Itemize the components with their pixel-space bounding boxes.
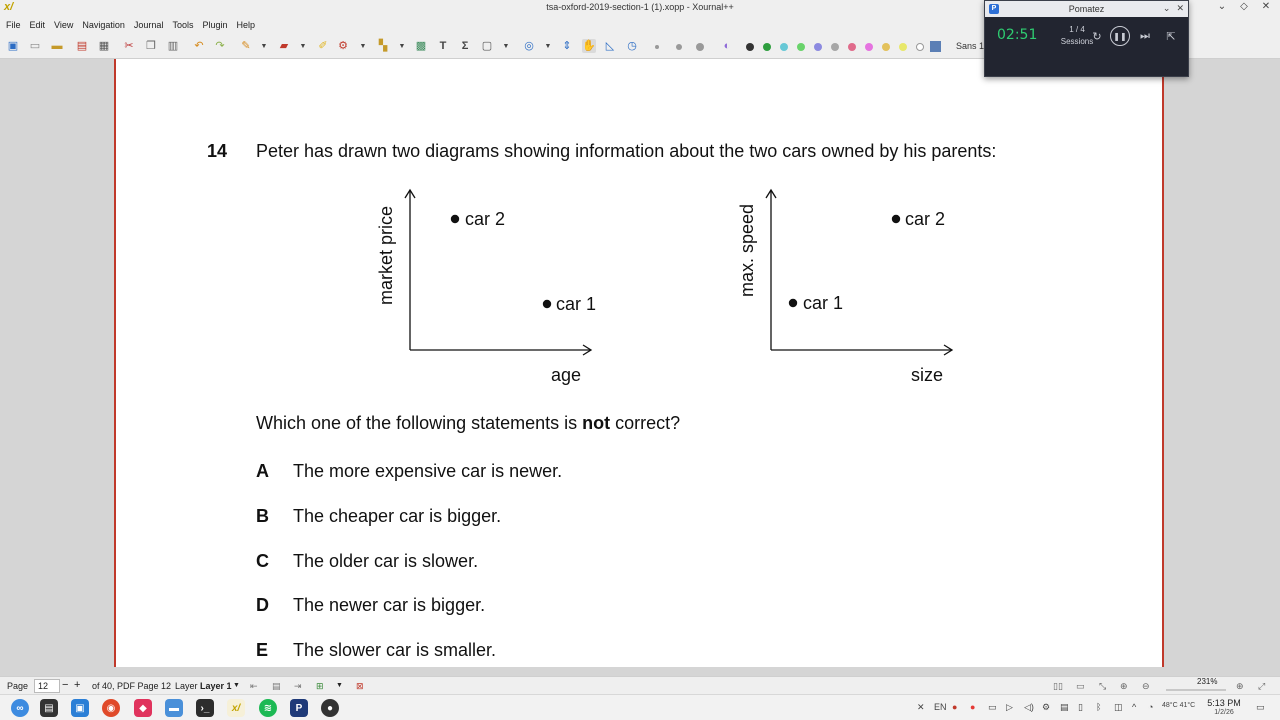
diagram2-car1-label: car 1 [803, 293, 844, 313]
layer-dropdown-icon[interactable]: ▼ [233, 682, 240, 689]
pomatez-sessions-label: Sessions [1060, 37, 1094, 46]
menu-help[interactable]: Help [236, 20, 256, 30]
medium-stroke-icon[interactable] [676, 44, 682, 50]
reset-icon[interactable]: ↻ [1092, 30, 1102, 43]
window-title: tsa-oxford-2019-section-1 (1).xopp - Xournal++ [546, 2, 734, 12]
color-swatch-5[interactable] [814, 43, 822, 51]
pomatez-logo: P [989, 4, 999, 14]
option-text-c: The older car is slower. [293, 551, 479, 571]
color-swatch-2[interactable] [763, 43, 771, 51]
selection-dropdown-icon[interactable]: ▼ [398, 42, 406, 50]
menu-plugin[interactable]: Plugin [202, 20, 228, 30]
close-icon[interactable]: ✕ [1261, 1, 1271, 12]
redo-icon[interactable]: ↷ [215, 39, 225, 52]
zoom-in-icon[interactable]: ⊕ [1236, 681, 1244, 691]
pomatez-window-controls [1163, 3, 1184, 14]
clipboard-icon[interactable]: ▤ [1060, 702, 1069, 712]
minimize-icon[interactable]: ⌄ [1217, 1, 1227, 12]
pomatez-timer-widget [984, 0, 1189, 77]
thick-stroke-icon[interactable] [696, 43, 704, 51]
text-tool-icon[interactable]: T [439, 39, 447, 52]
menu-edit[interactable]: Edit [29, 20, 46, 30]
pomatez-header[interactable] [985, 1, 1188, 17]
which-suffix: correct? [610, 413, 681, 433]
diagram-max-speed-vs-size [732, 185, 972, 390]
xournal-app-icon: x/ [4, 1, 14, 13]
add-layer-dropdown-icon[interactable]: ▼ [336, 682, 343, 689]
layer-top-icon[interactable]: ⇤ [250, 681, 258, 691]
shape-tool-icon[interactable]: ⚙ [338, 39, 348, 52]
layer-bottom-icon[interactable]: ⇥ [294, 681, 302, 691]
custom-color-swatch[interactable] [930, 41, 941, 52]
ruler-icon[interactable]: ◺ [605, 39, 615, 52]
terminal-icon[interactable]: ▤ [40, 699, 58, 717]
diagram2-car2-label: car 2 [905, 209, 946, 229]
brave-icon[interactable]: ◆ [134, 699, 152, 717]
spacer-dropdown-icon[interactable]: ▼ [502, 42, 510, 50]
option-letter-b: B [256, 506, 269, 526]
pen-dropdown-icon[interactable]: ▼ [260, 42, 268, 50]
option-text-d: The newer car is bigger. [293, 595, 486, 615]
eraser-dropdown-icon[interactable]: ▼ [299, 42, 307, 50]
layer-label: Layer [175, 681, 198, 691]
new-document-icon[interactable]: ▭ [29, 39, 41, 52]
zoom-100-icon[interactable]: ⊕ [1120, 681, 1128, 691]
page-number-input[interactable]: 12 [34, 679, 60, 693]
presentation-icon[interactable]: ▭ [1076, 681, 1085, 691]
color-swatch-9[interactable] [882, 43, 890, 51]
option-letter-a: A [256, 461, 269, 481]
start-menu-icon[interactable]: ∞ [11, 699, 29, 717]
which-statement-prompt [256, 413, 680, 434]
menu-journal[interactable]: Journal [133, 20, 164, 30]
fill-icon[interactable]: ◐ [723, 39, 731, 52]
hand-tool-icon[interactable]: ✋ [582, 39, 596, 52]
diagram1-y-axis-label: market price [376, 205, 396, 305]
chrome-icon[interactable]: ◉ [102, 699, 120, 717]
zoom-slider[interactable] [1166, 689, 1226, 691]
paste-icon[interactable]: ▥ [167, 39, 179, 52]
cut-icon[interactable]: ✂ [124, 39, 134, 52]
option-letter-d: D [256, 595, 269, 615]
battery-icon[interactable]: ▯ [1078, 702, 1083, 712]
network-icon[interactable]: ◔ [1148, 702, 1154, 712]
diagram1-car2-point [451, 215, 459, 223]
delete-layer-icon[interactable]: ⊠ [356, 681, 364, 691]
tray-window-icon[interactable]: ▭ [988, 702, 997, 712]
diagram2-car2-point [892, 215, 900, 223]
document-canvas[interactable] [0, 59, 1280, 667]
diagram-market-price-vs-age [371, 185, 611, 390]
diagram2-x-axis-label: size [911, 365, 944, 385]
volume-icon[interactable]: ◁) [1024, 702, 1034, 712]
color-swatch-7[interactable] [848, 43, 856, 51]
export-pdf-icon[interactable]: ▤ [76, 39, 88, 52]
copy-icon[interactable]: ❐ [146, 39, 156, 52]
chevron-down-icon[interactable]: ⌄ [1162, 3, 1171, 13]
play-icon[interactable]: ▷ [1006, 702, 1013, 712]
image-icon[interactable]: ▩ [415, 39, 427, 52]
print-icon[interactable]: ▦ [98, 39, 110, 52]
layer-select[interactable]: Layer 1 [200, 681, 232, 691]
highlighter-icon[interactable]: ✐ [318, 39, 328, 52]
layer-list-icon[interactable]: ▤ [272, 681, 281, 691]
close-icon[interactable]: ✕ [1176, 3, 1184, 13]
menu-file[interactable]: File [6, 20, 21, 30]
zoom-level: 231% [1197, 677, 1218, 686]
option-text-a: The more expensive car is newer. [293, 461, 563, 481]
pomatez-countdown: 02:51 [997, 27, 1038, 43]
audio-dropdown-icon[interactable]: ▼ [544, 42, 552, 50]
page-count-label: of 40, PDF Page 12 [92, 681, 172, 691]
obs-icon[interactable]: ● [321, 699, 339, 717]
color-swatch-6[interactable] [831, 43, 839, 51]
fullscreen-icon[interactable]: ⤢ [1258, 681, 1266, 691]
menu-view[interactable]: View [54, 20, 74, 30]
store-icon[interactable]: ▣ [71, 699, 89, 717]
zoom-fit-icon[interactable]: ⤡ [1099, 681, 1107, 691]
color-swatch-4[interactable] [797, 43, 805, 51]
undo-icon[interactable]: ↶ [194, 39, 204, 52]
spotify-icon[interactable]: ≋ [259, 699, 277, 717]
which-prefix: Which one of the following statements is [256, 413, 583, 433]
file-manager-icon[interactable]: ▬ [165, 699, 183, 717]
shape-dropdown-icon[interactable]: ▼ [359, 42, 367, 50]
open-folder-icon[interactable]: ▬ [51, 39, 63, 52]
clock-date: 1/2/26 [1214, 709, 1234, 716]
console-icon[interactable]: ›_ [196, 699, 214, 717]
color-swatch-1[interactable] [746, 43, 754, 51]
tray-app-icon[interactable]: ● [952, 702, 958, 712]
pomatez-title: Pomatez [1068, 4, 1105, 14]
temperature-readout: 48°C 41°C [1162, 702, 1196, 709]
recording-icon[interactable]: ● [970, 702, 976, 712]
option-letter-c: C [256, 551, 269, 571]
show-desktop-icon[interactable]: ▭ [1256, 702, 1265, 712]
xournal-taskbar-icon[interactable]: x/ [227, 699, 245, 717]
color-swatch-10[interactable] [899, 43, 907, 51]
option-text-e: The slower car is smaller. [293, 640, 497, 660]
compass-icon[interactable]: ◷ [627, 39, 637, 52]
pomatez-session-count: 1 / 4 [1069, 25, 1085, 34]
thin-stroke-icon[interactable] [655, 45, 659, 49]
notification-icon[interactable]: ✕ [917, 702, 925, 712]
save-icon[interactable]: ▣ [7, 39, 19, 52]
menu-navigation[interactable]: Navigation [82, 20, 125, 30]
language-indicator[interactable]: EN [934, 702, 947, 712]
color-swatch-11[interactable] [916, 43, 924, 51]
add-layer-icon[interactable]: ⊞ [316, 681, 324, 691]
gear-icon[interactable]: ⚙ [1042, 702, 1051, 712]
pen-icon[interactable]: ✎ [241, 39, 251, 52]
diagram1-x-axis-label: age [551, 365, 582, 385]
dual-page-icon[interactable]: ▯▯ [1053, 681, 1063, 691]
clock-time[interactable]: 5:13 PM [1207, 698, 1241, 708]
option-letter-e: E [256, 640, 269, 660]
color-swatch-8[interactable] [865, 43, 873, 51]
eraser-icon[interactable]: ▰ [279, 39, 289, 52]
tray-expand-icon[interactable]: ^ [1132, 702, 1137, 712]
question-number: 14 [207, 141, 228, 161]
selection-tool-icon[interactable]: ▚ [378, 39, 388, 52]
page-decrement-button[interactable]: − [62, 679, 69, 691]
diagram2-y-axis-label: max. speed [737, 203, 757, 297]
window-controls [1216, 1, 1272, 12]
pomatez-taskbar-icon[interactable]: P [290, 699, 308, 717]
skip-icon[interactable]: ⏭ [1140, 29, 1150, 42]
os-taskbar [0, 694, 1280, 720]
diagram1-car2-label: car 2 [465, 209, 506, 229]
page-label: Page [7, 681, 29, 691]
maximize-icon[interactable]: ◇ [1240, 1, 1248, 12]
chat-icon[interactable]: ◫ [1114, 702, 1123, 712]
vertical-space-icon[interactable]: ⇕ [562, 39, 572, 52]
diagram2-car1-point [789, 299, 797, 307]
spacer-tool-icon[interactable]: ▢ [481, 39, 493, 52]
color-swatch-3[interactable] [780, 43, 788, 51]
diagram1-car1-point [543, 300, 551, 308]
font-selector[interactable]: Sans 1 [956, 41, 985, 51]
diagram1-car1-label: car 1 [556, 294, 597, 314]
status-bar [0, 676, 1280, 694]
question-text: Peter has drawn two diagrams showing information about the two cars owned by his parents: [256, 141, 997, 161]
option-text-b: The cheaper car is bigger. [293, 506, 502, 526]
menu-tools[interactable]: Tools [172, 20, 194, 30]
latex-icon[interactable]: Σ [461, 39, 469, 52]
audio-icon[interactable]: ◎ [524, 39, 534, 52]
pause-icon[interactable]: ❚❚ [1110, 26, 1130, 46]
expand-icon[interactable]: ⇱ [1166, 30, 1176, 43]
page-increment-button[interactable]: + [74, 679, 81, 691]
which-bold: not [582, 413, 611, 433]
pdf-page [114, 59, 1164, 667]
zoom-out-icon[interactable]: ⊖ [1142, 681, 1150, 691]
bluetooth-icon[interactable]: ᛒ [1096, 702, 1102, 712]
